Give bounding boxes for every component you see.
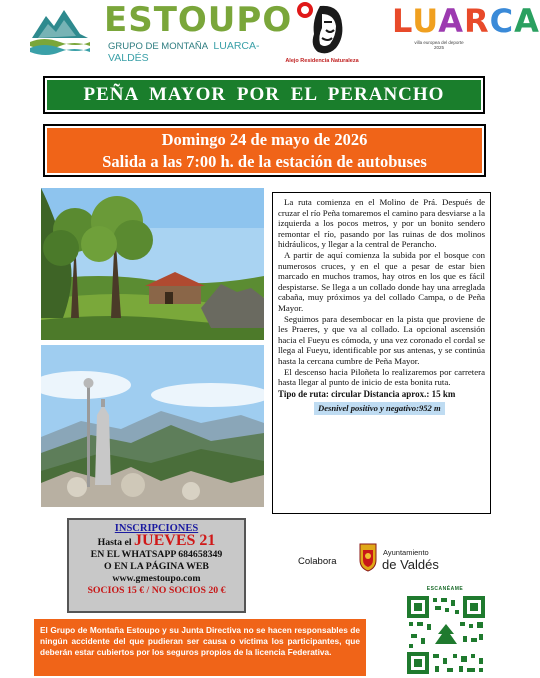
page-title: PEÑA MAYOR POR EL PERANCHO [47, 80, 481, 110]
colabora-label: Colabora [298, 556, 337, 567]
description-paragraph: Seguimos para desembocar en la pista que proviene de les Praeres, y que va al collado. La opcional ascensión hacia el Fueyu es cómoda, y una vez coronado el cordal se llega al Fueyu, identificable por sus antenas, y se continúa hasta la cercana cumbre de Peña Mayor. [278, 313, 485, 366]
whatsapp-line: EN EL WHATSAPP 684658349 [90, 549, 223, 560]
route-description [272, 192, 491, 514]
description-paragraph: La ruta comienza en el Molino de Prá. Después de cruzar el río Peña tomaremos el camino para desviarse a la izquierda a los pocos metros, y por un bonito sendero remontar el río, pasando por las ruinas de dos molinos hidráulicos, y llegar a la central de Perancho. [278, 197, 485, 250]
route-info: Tipo de ruta: circular Distancia aprox.: 15 km [278, 388, 456, 399]
sponsor-logo [357, 540, 447, 578]
photo-summit-antenna [41, 345, 264, 507]
photo-mountain-hut [41, 188, 264, 340]
title-banner [43, 76, 485, 114]
luarca-word: LUARCA [392, 2, 540, 40]
alejo-caption: Alejo Residencia Naturaleza [285, 58, 359, 64]
registration-box [67, 518, 246, 613]
description-paragraph: A partir de aquí comienza la subida por el bosque con numerosos cruces, y en el que a pesar de estar bien marcado en muchos tramos, hay otros en los que es fácil despistarse. Se llega a un collado donde hay una arreglada cabaña, muy próximos ya del collado Campa, o de Peña Mayor. [278, 249, 485, 313]
prices: SOCIOS 15 € / NO SOCIOS 20 € [87, 585, 226, 596]
luarca-tagline: villa europea del deporte 2025 [414, 40, 464, 50]
estoupo-logo [28, 0, 293, 64]
qr-code-icon [399, 594, 491, 678]
date-banner [43, 124, 486, 177]
website-link[interactable]: www.gmestoupo.com [112, 573, 201, 584]
luarca-logo [392, 0, 540, 66]
qr-code[interactable] [399, 586, 491, 676]
qr-label: ESCANÉAME [426, 586, 464, 592]
club-name: ESTOUPO [104, 0, 293, 40]
event-date: Domingo 24 de mayo de 2026 [161, 130, 368, 149]
sponsor-line2: de Valdés [382, 557, 439, 572]
elevation-badge: Desnivel positivo y negativo:952 m [314, 402, 445, 415]
web-line: O EN LA PÁGINA WEB [104, 561, 209, 572]
description-paragraph: El descenso hacia Piloñeta lo realizaremos por carretera hasta llegar al punto de inicio de esta bonita ruta. [278, 366, 485, 388]
registration-heading: INSCRIPCIONES [114, 523, 199, 534]
alejo-portrait-icon [282, 0, 362, 58]
estoupo-mountain-icon [28, 4, 92, 54]
coat-of-arms-icon [357, 542, 379, 572]
departure-info: Salida a las 7:00 h. de la estación de autobuses [102, 152, 427, 171]
alejo-logo [282, 0, 362, 66]
disclaimer: El Grupo de Montaña Estoupo y su Junta Directiva no se hacen responsables de ningún accidente del que pudieran ser causa o víctima los participantes, que deberán estar cubiertos por los seguros propios de la licencia Federativa. [34, 619, 366, 676]
sponsor-line1: Ayuntamiento [383, 548, 429, 557]
club-subtitle: GRUPO DE MONTAÑA LUARCA-VALDÉS [108, 40, 260, 64]
registration-deadline: Hasta el JUEVES 21 [97, 532, 216, 549]
